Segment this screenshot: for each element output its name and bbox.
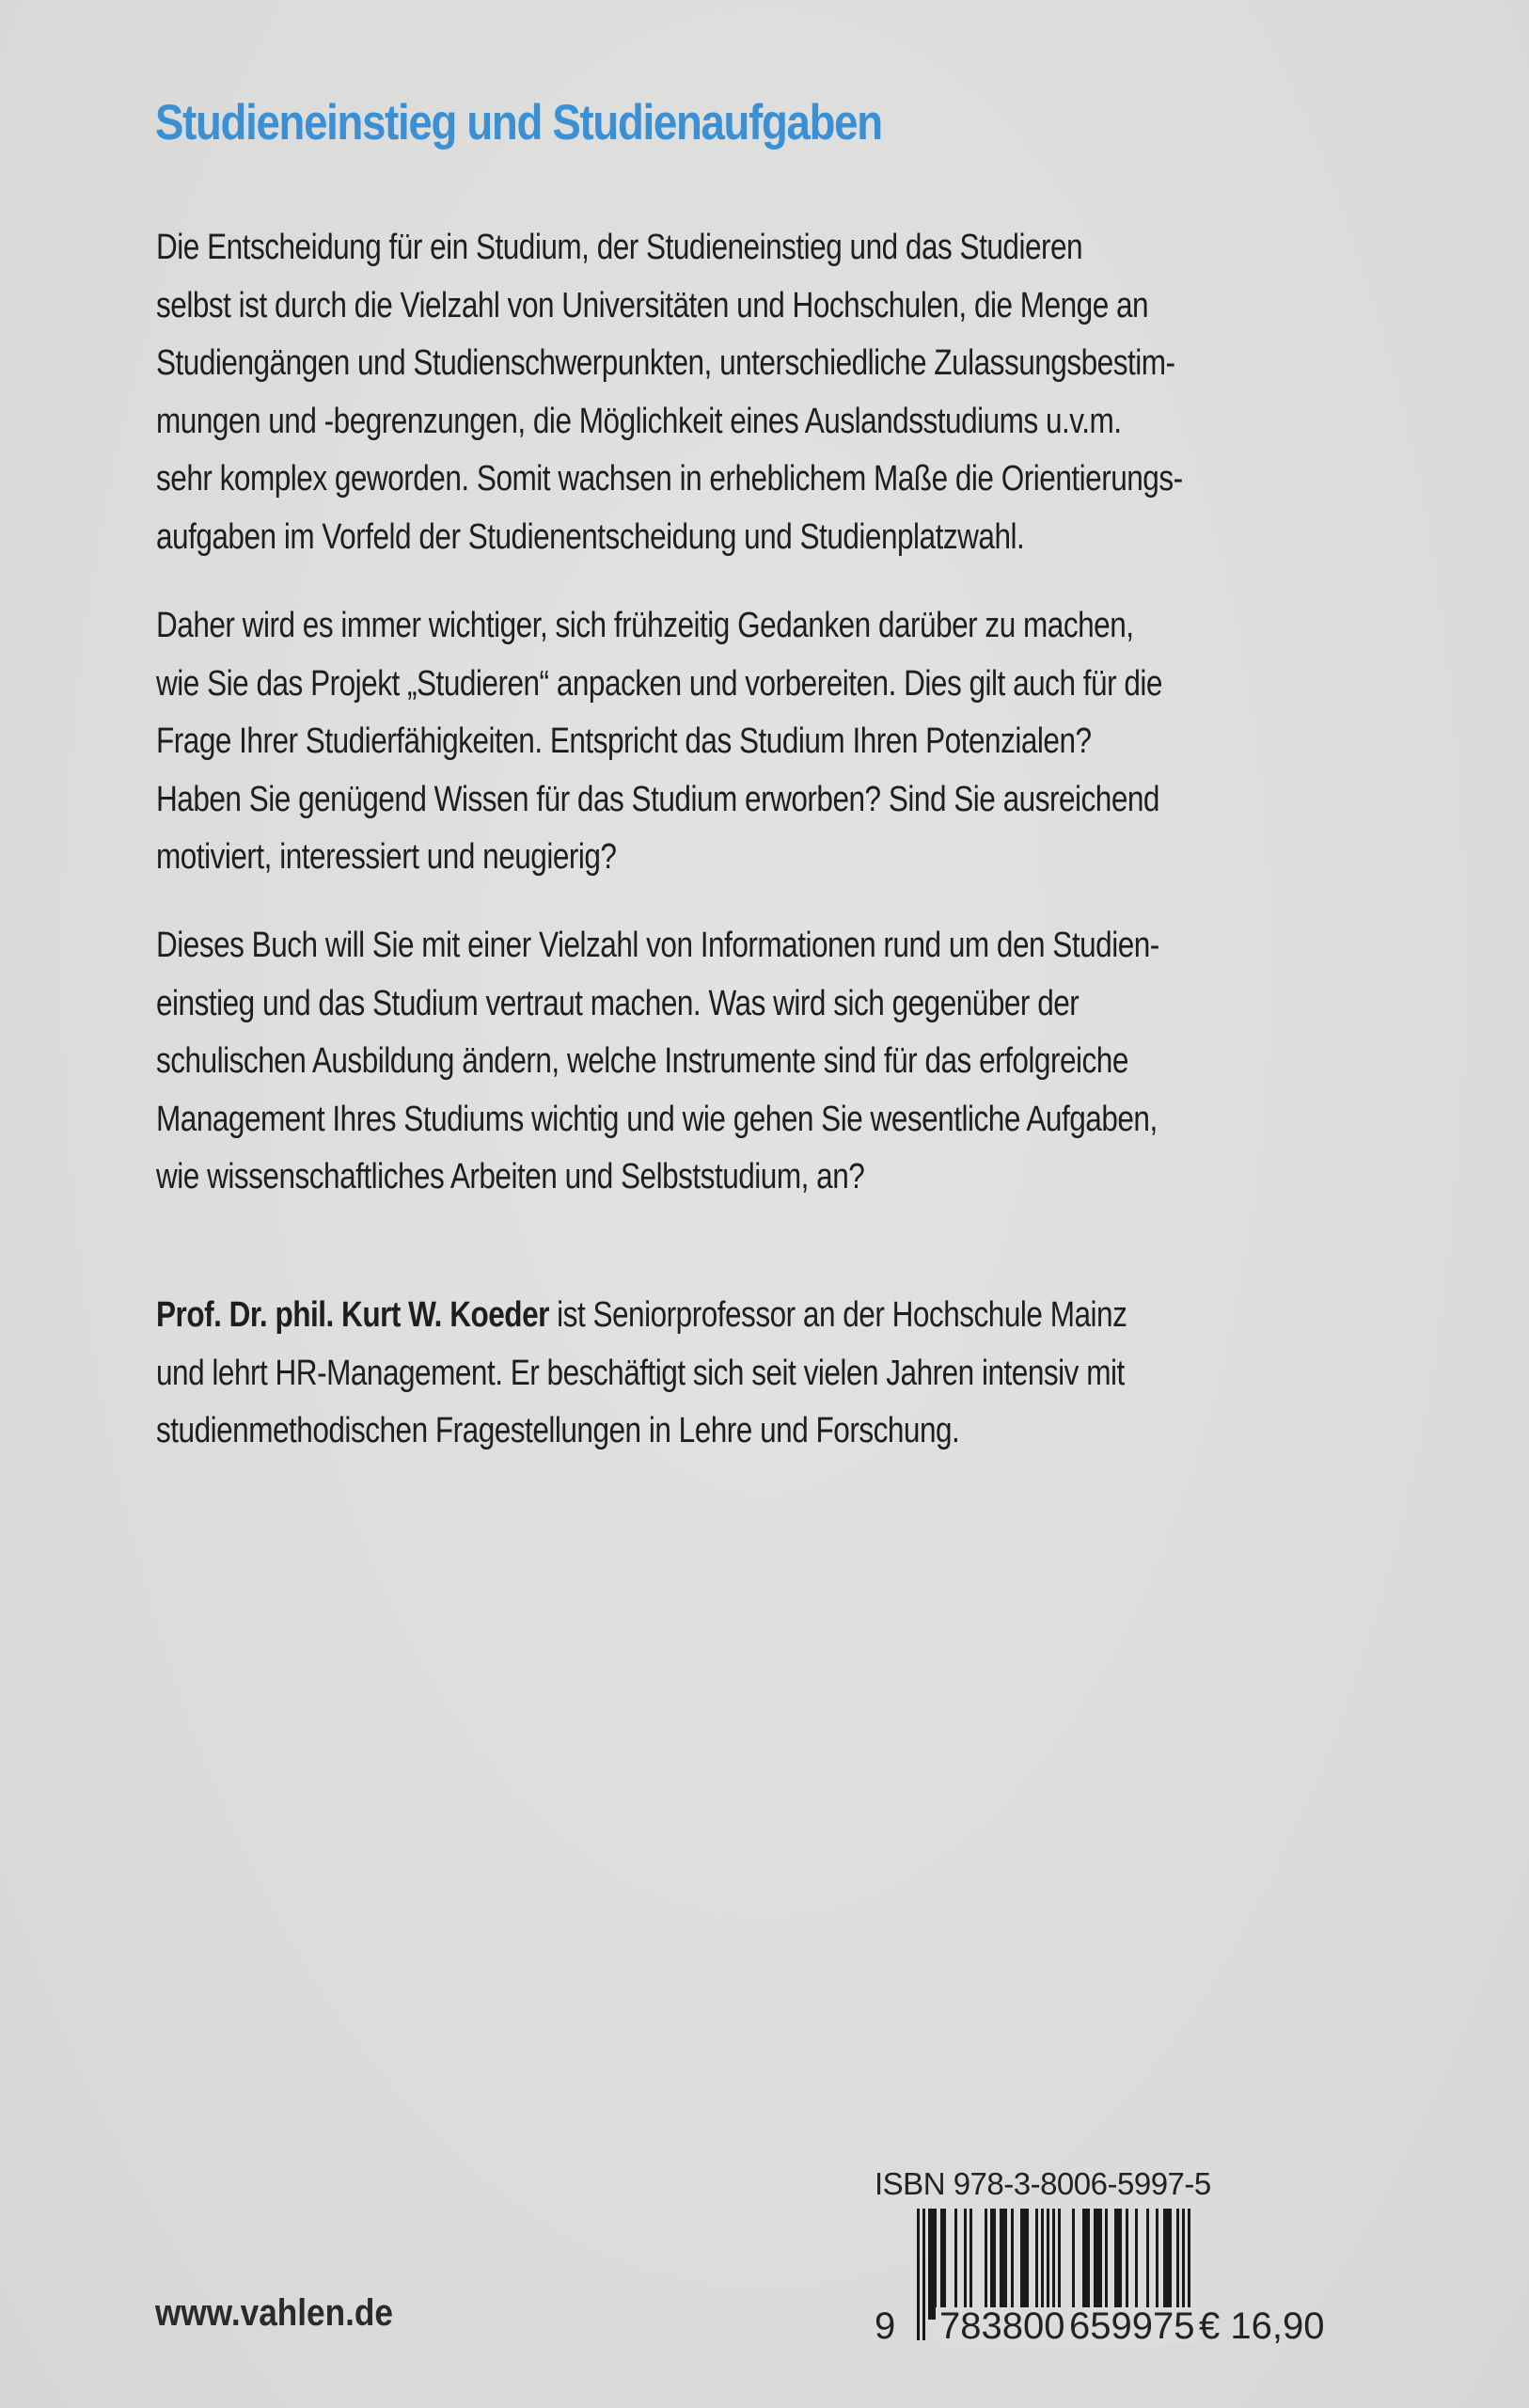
publisher-website: www.vahlen.de <box>155 2292 393 2334</box>
isbn-barcode-block <box>870 2166 1340 2354</box>
text-line: Studiengängen und Studienschwerpunkten, unterschiedliche Zulassungsbestim- <box>156 343 1175 383</box>
barcode-digit-first: 9 <box>875 2305 896 2347</box>
text-line: aufgaben im Vorfeld der Studienentscheidung und Studienplatzwahl. <box>156 516 1025 557</box>
text-line: studienmethodischen Fragestellungen in Lehre und Forschung. <box>156 1411 960 1450</box>
text-line: Dieses Buch will Sie mit einer Vielzahl von Informationen rund um den Studien- <box>156 926 1159 965</box>
text-line: schulischen Ausbildung ändern, welche Instrumente sind für das erfolgreiche <box>156 1041 1128 1081</box>
text-line: Management Ihres Studiums wichtig und wie gehen Sie wesentliche Aufgaben, <box>156 1099 1158 1139</box>
text-line: einstieg und das Studium vertraut machen. Was wird sich gegenüber der <box>156 983 1080 1023</box>
author-name: Prof. Dr. phil. Kurt W. Koeder <box>156 1295 549 1335</box>
text-line: Die Entscheidung für ein Studium, der Studieneinstieg und das Studieren <box>156 228 1083 267</box>
paragraph-book-purpose <box>156 917 1288 1207</box>
text-line: selbst ist durch die Vielzahl von Universitäten und Hochschulen, die Menge an <box>156 285 1149 325</box>
text-line: motiviert, interessiert und neugierig? <box>156 837 617 877</box>
barcode-digits-left: 783800 <box>936 2307 1068 2345</box>
paragraph-questions <box>156 597 1288 887</box>
isbn-label: ISBN 978-3-8006-5997-5 <box>875 2166 1211 2201</box>
text-line: Haben Sie genügend Wissen für das Studium erworben? Sind Sie ausreichend <box>156 779 1159 819</box>
text-line <box>156 1287 1288 1345</box>
barcode-digits-right: 659975 <box>1065 2307 1198 2345</box>
price-label: € 16,90 <box>1199 2305 1325 2347</box>
text-line: und lehrt HR-Management. Er beschäftigt sich seit vielen Jahren intensiv mit <box>156 1353 1125 1393</box>
text-line: Frage Ihrer Studierfähigkeiten. Entspricht das Studium Ihren Potenzialen? <box>156 721 1092 761</box>
text-line: wie wissenschaftliches Arbeiten und Selbststudium, an? <box>156 1157 865 1196</box>
text-line: mungen und -begrenzungen, die Möglichkeit eines Auslandsstudiums u.v.m. <box>156 401 1122 441</box>
author-bio-text: ist Seniorprofessor an der Hochschule Mainz <box>548 1295 1127 1335</box>
paragraph-intro <box>156 219 1288 566</box>
author-bio <box>156 1287 1288 1461</box>
text-line: Daher wird es immer wichtiger, sich frühzeitig Gedanken darüber zu machen, <box>156 606 1134 645</box>
text-line: wie Sie das Projekt „Studieren“ anpacken und vorbereiten. Dies gilt auch für die <box>156 663 1162 704</box>
text-line: sehr komplex geworden. Somit wachsen in erheblichem Maße die Orientierungs- <box>156 459 1183 499</box>
cover-title: Studieneinstieg und Studienaufgaben <box>155 95 882 150</box>
